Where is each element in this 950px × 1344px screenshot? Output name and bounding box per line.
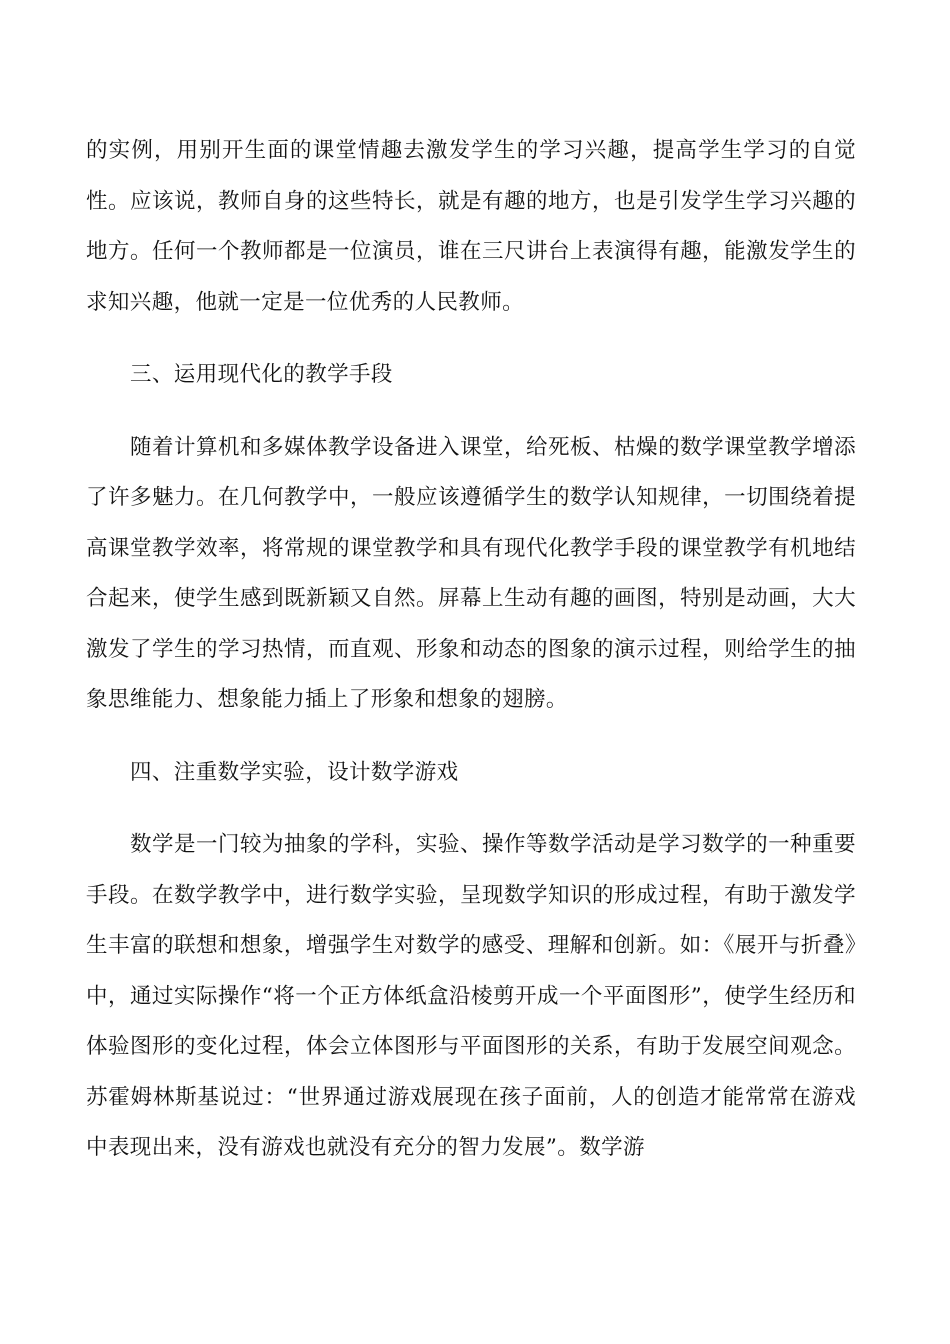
paragraph-spacer [86,726,856,748]
paragraph-spacer [86,798,856,820]
paragraph-math-experiments: 数学是一门较为抽象的学科，实验、操作等数学活动是学习数学的一种重要手段。在数学教学中，进行数学实验，呈现数学知识的形成过程，有助于激发学生丰富的联想和想象，增强学生对数学的感受、理解和创新。如：《展开与折叠》中，通过实际操作“将一个正方体纸盒沿棱剪开成一个平面图形”，使学生经历和体验图形的变化过程，体会立体图形与平面图形的关系，有助于发展空间观念。苏霍姆林斯基说过：“世界通过游戏展现在孩子面前，人的创造才能常常在游戏中表现出来，没有游戏也就没有充分的智力发展”。数学游 [86,832,856,1160]
paragraph-spacer [86,401,856,423]
document-body [86,126,856,1174]
paragraph-multimedia-teaching: 随着计算机和多媒体教学设备进入课堂，给死板、枯燥的数学课堂教学增添了许多魅力。在几何教学中，一般应该遵循学生的数学认知规律，一切围绕着提高课堂教学效率，将常规的课堂教学和具有现代化教学手段的课堂教学有机地结合起来，使学生感到既新颖又自然。屏幕上生动有趣的画图，特别是动画，大大激发了学生的学习热情，而直观、形象和动态的图象的演示过程，则给学生的抽象思维能力、想象能力插上了形象和想象的翅膀。 [86,434,856,712]
section-heading-modern-teaching-methods: 三、运用现代化的教学手段 [130,362,393,387]
section-heading-math-experiments-games: 四、注重数学实验，设计数学游戏 [130,759,459,785]
paragraph-teacher-interest: 的实例，用别开生面的课堂情趣去激发学生的学习兴趣，提高学生学习的自觉性。应该说，教师自身的这些特长，就是有趣的地方，也是引发学生学习兴趣的地方。任何一个教师都是一位演员，谁在三尺讲台上表演得有趣，能激发学生的求知兴趣，他就一定是一位优秀的人民教师。 [86,138,856,315]
paragraph-spacer [86,328,856,350]
